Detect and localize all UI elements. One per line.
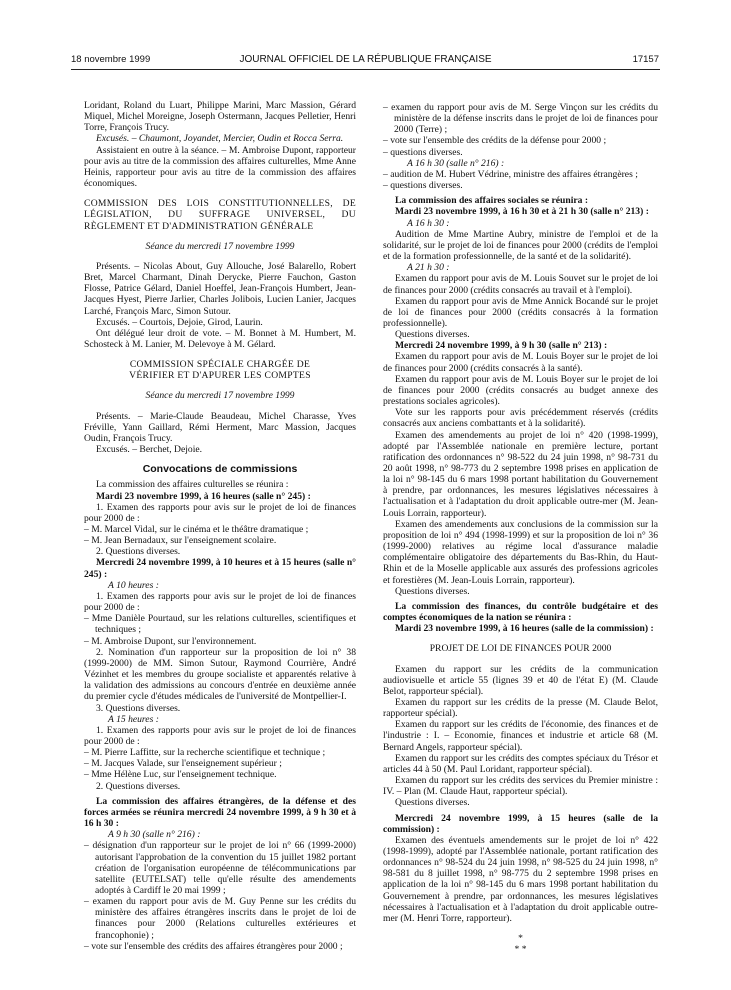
paragraph: Questions diverses. (395, 585, 470, 597)
paragraph: 1. Examen des rapports pour avis sur le projet de loi de finances pour 2000 de : (84, 590, 356, 614)
meeting-time: Mardi 23 novembre 1999, à 16 h 30 et à 21 h 30 (salle n° 213) : (395, 206, 649, 218)
paragraph: Présents. – Nicolas About, Guy Allouche, José Balarello, Robert Bret, Marcel Charmant, Dinah Derycke, Pierre Fauchon, Gaston Flosse, Patrice Gélard, Daniel Hoeffel, Jean-François Humbert, Jean-Jacques Hyest, Pierre Jarlier, Charles Jolibois, Lucien Lanier, Jacques Larché, François Marc, Simon Sutour. (84, 260, 356, 317)
section-heading: COMMISSION SPÉCIALE CHARGÉE DE VÉRIFIER ET D'APURER LES COMPTES (129, 359, 311, 382)
left-column (84, 100, 356, 952)
list-item: – M. Jacques Valade, sur l'enseignement supérieur ; (84, 758, 282, 770)
right-column (383, 102, 658, 955)
paragraph: Examen du rapport sur les crédits des comptes spéciaux du Trésor et articles 44 à 50 (M. Paul Loridant, rapporteur spécial). (383, 752, 658, 775)
paragraph: Examen du rapport sur les crédits de la communication audiovisuelle et article 55 (lignes 39 et 40 de l'état E) (M. Claude Belot, rapporteur spécial). (383, 663, 658, 697)
paragraph: Examen du rapport sur les crédits de l'économie, des finances et de l'industrie : I. – Economie, finances et industrie et article 68 (M. Bernard Angels, rapporteur spécial). (383, 719, 658, 753)
paragraph: La commission des affaires culturelles se réunira : (96, 479, 289, 491)
meeting-time: Mercredi 24 novembre 1999, à 9 h 30 (salle n° 213) : (395, 340, 608, 352)
paragraph: Examen du rapport sur les crédits des services du Premier ministre : IV. – Plan (M. Claude Haut, rapporteur spécial). (383, 775, 658, 798)
list-item: – questions diverses. (383, 146, 463, 158)
list-item: – vote sur l'ensemble des crédits des affaires étrangères pour 2000 ; (84, 940, 343, 952)
page-header (0, 54, 731, 70)
paragraph: 2. Questions diverses. (96, 546, 181, 558)
paragraph: Questions diverses. (395, 329, 470, 341)
paragraph: Examen des amendements aux conclusions de la commission sur la proposition de loi n° 494 (1998-1999) et sur la proposition de loi n° 36 (1999-2000) relatives au régime local d'assurance maladie complémentaire obligatoire des départements du Bas-Rhin, du Haut-Rhin et de la Moselle applicable aux assurés des professions agricoles et forestières (M. Jean-Louis Lorrain, rapporteur). (383, 518, 658, 586)
paragraph: Examen des éventuels amendements sur le projet de loi n° 422 (1998-1999), adopté par l'Assemblée nationale, portant ratification des ordonnances n° 98-524 du 24 juin 1998, n° 98-525 du 24 juin 1998, n° 98-581 du 8 juillet 1998, n° 98-775 du 2 septembre 1998 prises en application de la loi n° 98-145 du 6 mars 1998 portant habilitation du Gouvernement à prendre, par ordonnances, les mesures législatives nécessaires à l'actualisation et à l'adaptation du droit applicable outre-mer (M. Henri Torre, rapporteur). (383, 834, 658, 924)
paragraph: Examen des amendements au projet de loi n° 420 (1998-1999), adopté par l'Assemblée nationale en première lecture, portant ratification des ordonnances n° 98-522 du 24 juin 1998, n° 98-731 du 20 août 1998, n° 98-773 du 2 septembre 1998 prises en application de la loi n° 98-145 du 6 mars 1998 portant habilitation du Gouvernement à prendre, par ordonnances, les mesures législatives nécessaires à l'actualisation et à l'adaptation du droit applicable outre-mer (M. Jean-Louis Lorrain, rapporteur). (383, 429, 658, 519)
paragraph: Excusés. – Berchet, Dejoie. (96, 444, 203, 456)
list-item: – vote sur l'ensemble des crédits de la défense pour 2000 ; (383, 135, 607, 147)
section-heading: COMMISSION DES LOIS CONSTITUTIONNELLES, DE LÉGISLATION, DU SUFFRAGE UNIVERSEL, DU RÈGLEMENT ET D'ADMINISTRATION GÉNÉRALE (84, 198, 356, 232)
list-item: – Mme Hélène Luc, sur l'enseignement technique. (84, 769, 277, 781)
header-title: JOURNAL OFFICIEL DE LA RÉPUBLIQUE FRANÇAISE (239, 54, 492, 65)
paragraph: La commission des affaires étrangères, de la défense et des forces armées se réunira mercredi 24 novembre 1999, à 9 h 30 et à 16 h 30 : (84, 795, 356, 830)
list-item: – questions diverses. (383, 180, 463, 192)
list-item: – audition de M. Hubert Védrine, ministre des affaires étrangères ; (383, 168, 638, 180)
sub-heading: A 16 h 30 : (407, 217, 450, 229)
paragraph: Présents. – Marie-Claude Beaudeau, Michel Charasse, Yves Fréville, Yann Gaillard, Rémi Herment, Marc Massion, Jacques Oudin, François Trucy. (84, 410, 356, 444)
paragraph: 2. Nomination d'un rapporteur sur la proposition de loi n° 38 (1999-2000) de MM. Simon Sutour, Raymond Courrière, André Vézinhet et les membres du groupe socialiste et apparentés relative à la validation des admissions au concours d'entrée en deuxième année du premier cycle d'études médicales de l'université de Montpellier-I. (84, 646, 356, 703)
paragraph: 1. Examen des rapports pour avis sur le projet de loi de finances pour 2000 de : (84, 724, 356, 747)
list-item: – examen du rapport pour avis de M. Serge Vinçon sur les crédits du ministère de la défense inscrits dans le projet de loi de finances pour 2000 (Terre) ; (383, 102, 658, 136)
paragraph: Questions diverses. (395, 797, 470, 809)
header-date: 18 novembre 1999 (71, 54, 151, 65)
session-date: Séance du mercredi 17 novembre 1999 (145, 240, 295, 252)
meeting-time: Mercredi 24 novembre 1999, à 10 heures et à 15 heures (salle n° 245) : (84, 557, 356, 580)
meeting-time: Mercredi 24 novembre 1999, à 15 heures (salle de la commission) : (383, 812, 658, 835)
list-item: – Mme Danièle Pourtaud, sur les relations culturelles, scientifiques et techniques ; (84, 613, 356, 636)
list-item: – M. Ambroise Dupont, sur l'environnement. (84, 635, 257, 647)
paragraph: Vote sur les rapports pour avis précédemment réservés (crédits consacrés aux anciens combattants et à la solidarité). (383, 407, 658, 430)
paragraph: Assistaient en outre à la séance. – M. Ambroise Dupont, rapporteur pour avis au titre de la commission des affaires culturelles, Mme Anne Heinis, rapporteur pour avis au titre de la commission des affaires économiques. (84, 144, 356, 190)
list-item: – M. Jean Bernadaux, sur l'enseignement scolaire. (84, 535, 277, 547)
paragraph: Audition de Mme Martine Aubry, ministre de l'emploi et de la solidarité, sur le projet de loi de finances pour 2000 (crédits de l'emploi et de la formation professionnelle, de la santé et de la solidarité). (383, 228, 658, 263)
paragraph: Examen du rapport pour avis de M. Louis Boyer sur le projet de loi de finances pour 2000 (crédits consacrés au budget annexe des prestations sociales agricoles). (383, 373, 658, 408)
paragraph: Excusés. – Chaumont, Joyandet, Mercier, Oudin et Rocca Serra. (96, 133, 344, 145)
section-heading: PROJET DE LOI DE FINANCES POUR 2000 (429, 643, 612, 655)
session-date: Séance du mercredi 17 novembre 1999 (145, 390, 295, 402)
section-title: Convocations de commissions (142, 463, 298, 476)
meeting-time: Mardi 23 novembre 1999, à 16 heures (salle n° 245) : (96, 490, 311, 502)
sub-heading: A 15 heures : (108, 713, 159, 725)
header-page-number: 17157 (632, 54, 659, 65)
paragraph: Examen du rapport pour avis de M. Louis Boyer sur le projet de loi de finances pour 2000 (crédits consacrés à la santé). (383, 351, 658, 374)
paragraph: Examen du rapport sur les crédits de la presse (M. Claude Belot, rapporteur spécial). (383, 696, 658, 720)
paragraph: Examen du rapport pour avis de M. Louis Souvet sur le projet de loi de finances pour 2000 (crédits consacrés au travail et à l'emploi). (383, 273, 658, 296)
list-item: – examen du rapport pour avis de M. Guy Penne sur les crédits du ministère des affaires étrangères inscrits dans le projet de loi de finances pour 2000 (Relations culturelles extérieures et francophonie) ; (84, 896, 356, 941)
paragraph: Examen du rapport pour avis de Mme Annick Bocandé sur le projet de loi de finances pour 2000 (crédits consacrés à la formation professionnelle). (383, 295, 658, 329)
paragraph: 2. Questions diverses. (96, 780, 181, 792)
paragraph: Excusés. – Courtois, Dejoie, Girod, Laurin. (96, 316, 263, 328)
meeting-time: Mardi 23 novembre 1999, à 16 heures (salle de la commission) : (395, 623, 654, 635)
sub-heading: A 21 h 30 : (407, 262, 450, 274)
paragraph: Ont délégué leur droit de vote. – M. Bonnet à M. Humbert, M. Schosteck à M. Lanier, M. Delevoye à M. Gélard. (84, 327, 356, 350)
separator-star: * (518, 933, 523, 945)
paragraph: 1. Examen des rapports pour avis sur le projet de loi de finances pour 2000 de : (84, 501, 356, 524)
sub-heading: A 9 h 30 (salle n° 216) : (108, 829, 201, 841)
list-item: – M. Pierre Laffitte, sur la recherche scientifique et technique ; (84, 747, 326, 759)
header-rule (71, 69, 660, 70)
paragraph: Loridant, Roland du Luart, Philippe Marini, Marc Massion, Gérard Miquel, Michel Moreigne, Joseph Ostermann, Jacques Pelletier, Henri Torre, François Trucy. (84, 100, 356, 134)
sub-heading: A 16 h 30 (salle n° 216) : (407, 157, 505, 169)
separator-stars: * * (514, 944, 527, 956)
paragraph: La commission des finances, du contrôle budgétaire et des comptes économiques de la nation se réunira : (383, 600, 658, 624)
list-item: – désignation d'un rapporteur sur le projet de loi n° 66 (1999-2000) autorisant l'approbation de la convention du 15 juillet 1982 portant création de l'organisation européenne de télécommunications par satellite (EUTELSAT) telle qu'elle résulte des amendements adoptés à Cardiff le 20 mai 1999 ; (84, 840, 356, 896)
paragraph: 3. Questions diverses. (96, 702, 181, 714)
list-item: – M. Marcel Vidal, sur le cinéma et le théâtre dramatique ; (84, 524, 309, 535)
paragraph: La commission des affaires sociales se réunira : (395, 195, 589, 207)
sub-heading: A 10 heures : (108, 579, 159, 591)
